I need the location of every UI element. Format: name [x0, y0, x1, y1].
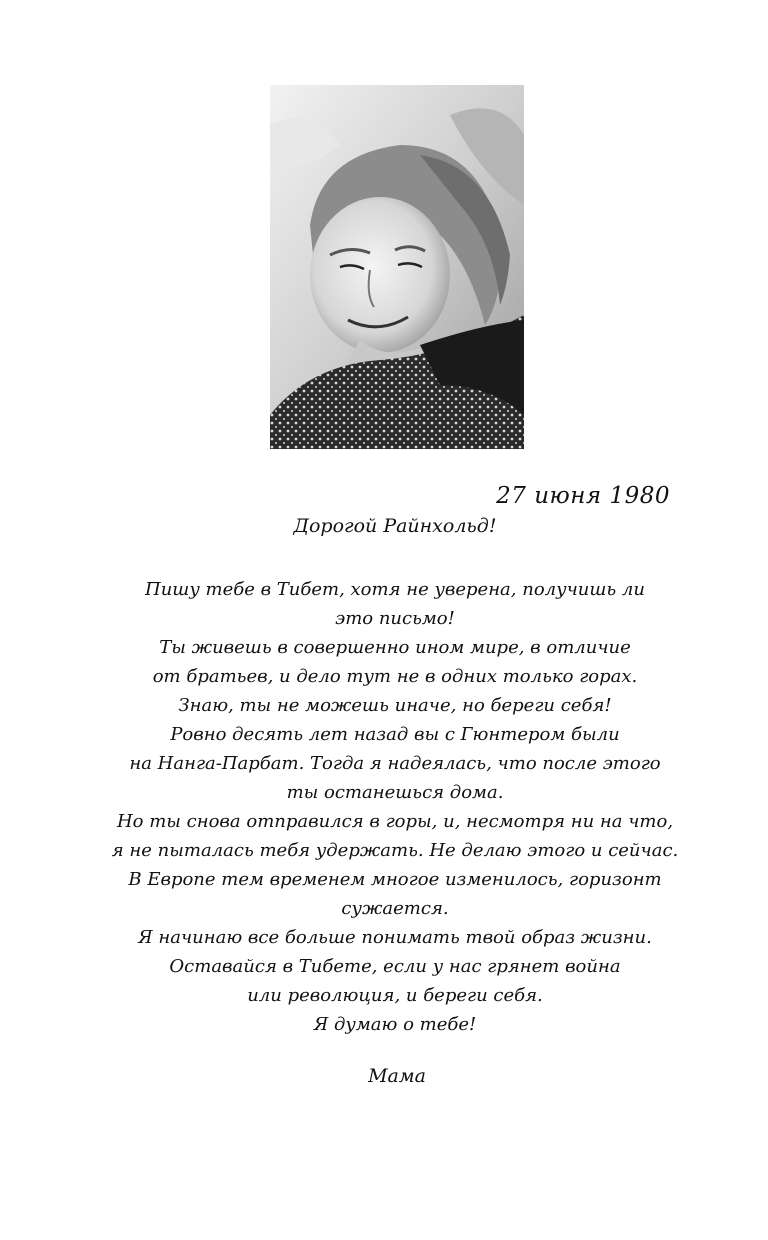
letter-line: Я начинаю все больше понимать твой образ жизни.	[138, 927, 652, 948]
letter-greeting: Дорогой Райнхольд!	[293, 515, 497, 537]
letter-line: я не пыталась тебя удержать. Не делаю этого и сейчас.	[111, 840, 679, 861]
letter-line: это письмо!	[335, 608, 455, 629]
letter-line: Знаю, ты не можешь иначе, но береги себя!	[178, 695, 612, 716]
letter-line: или революция, и береги себя.	[247, 985, 543, 1006]
letter-line: сужается.	[341, 898, 449, 919]
letter-date: 27 июня 1980	[496, 483, 670, 509]
letter-line: Я думаю о тебе!	[313, 1014, 477, 1035]
letter-line: Пишу тебе в Тибет, хотя не уверена, получишь ли	[145, 579, 645, 600]
letter-line: Оставайся в Тибете, если у нас грянет война	[169, 956, 621, 977]
letter-line: на Нанга-Парбат. Тогда я надеялась, что после этого	[129, 753, 661, 774]
letter-line: Ты живешь в совершенно ином мире, в отличие	[159, 637, 631, 658]
letter-line: ты останешься дома.	[286, 782, 504, 803]
letter-body	[0, 575, 768, 1039]
letter-line: В Европе тем временем многое изменилось, горизонт	[128, 869, 662, 890]
letter-line: Ровно десять лет назад вы с Гюнтером были	[170, 724, 620, 745]
letter-line: от братьев, и дело тут не в одних только горах.	[152, 666, 638, 687]
letter-line: Но ты снова отправился в горы, и, несмотря ни на что,	[116, 811, 674, 832]
letter-signature: Мама	[368, 1065, 426, 1087]
